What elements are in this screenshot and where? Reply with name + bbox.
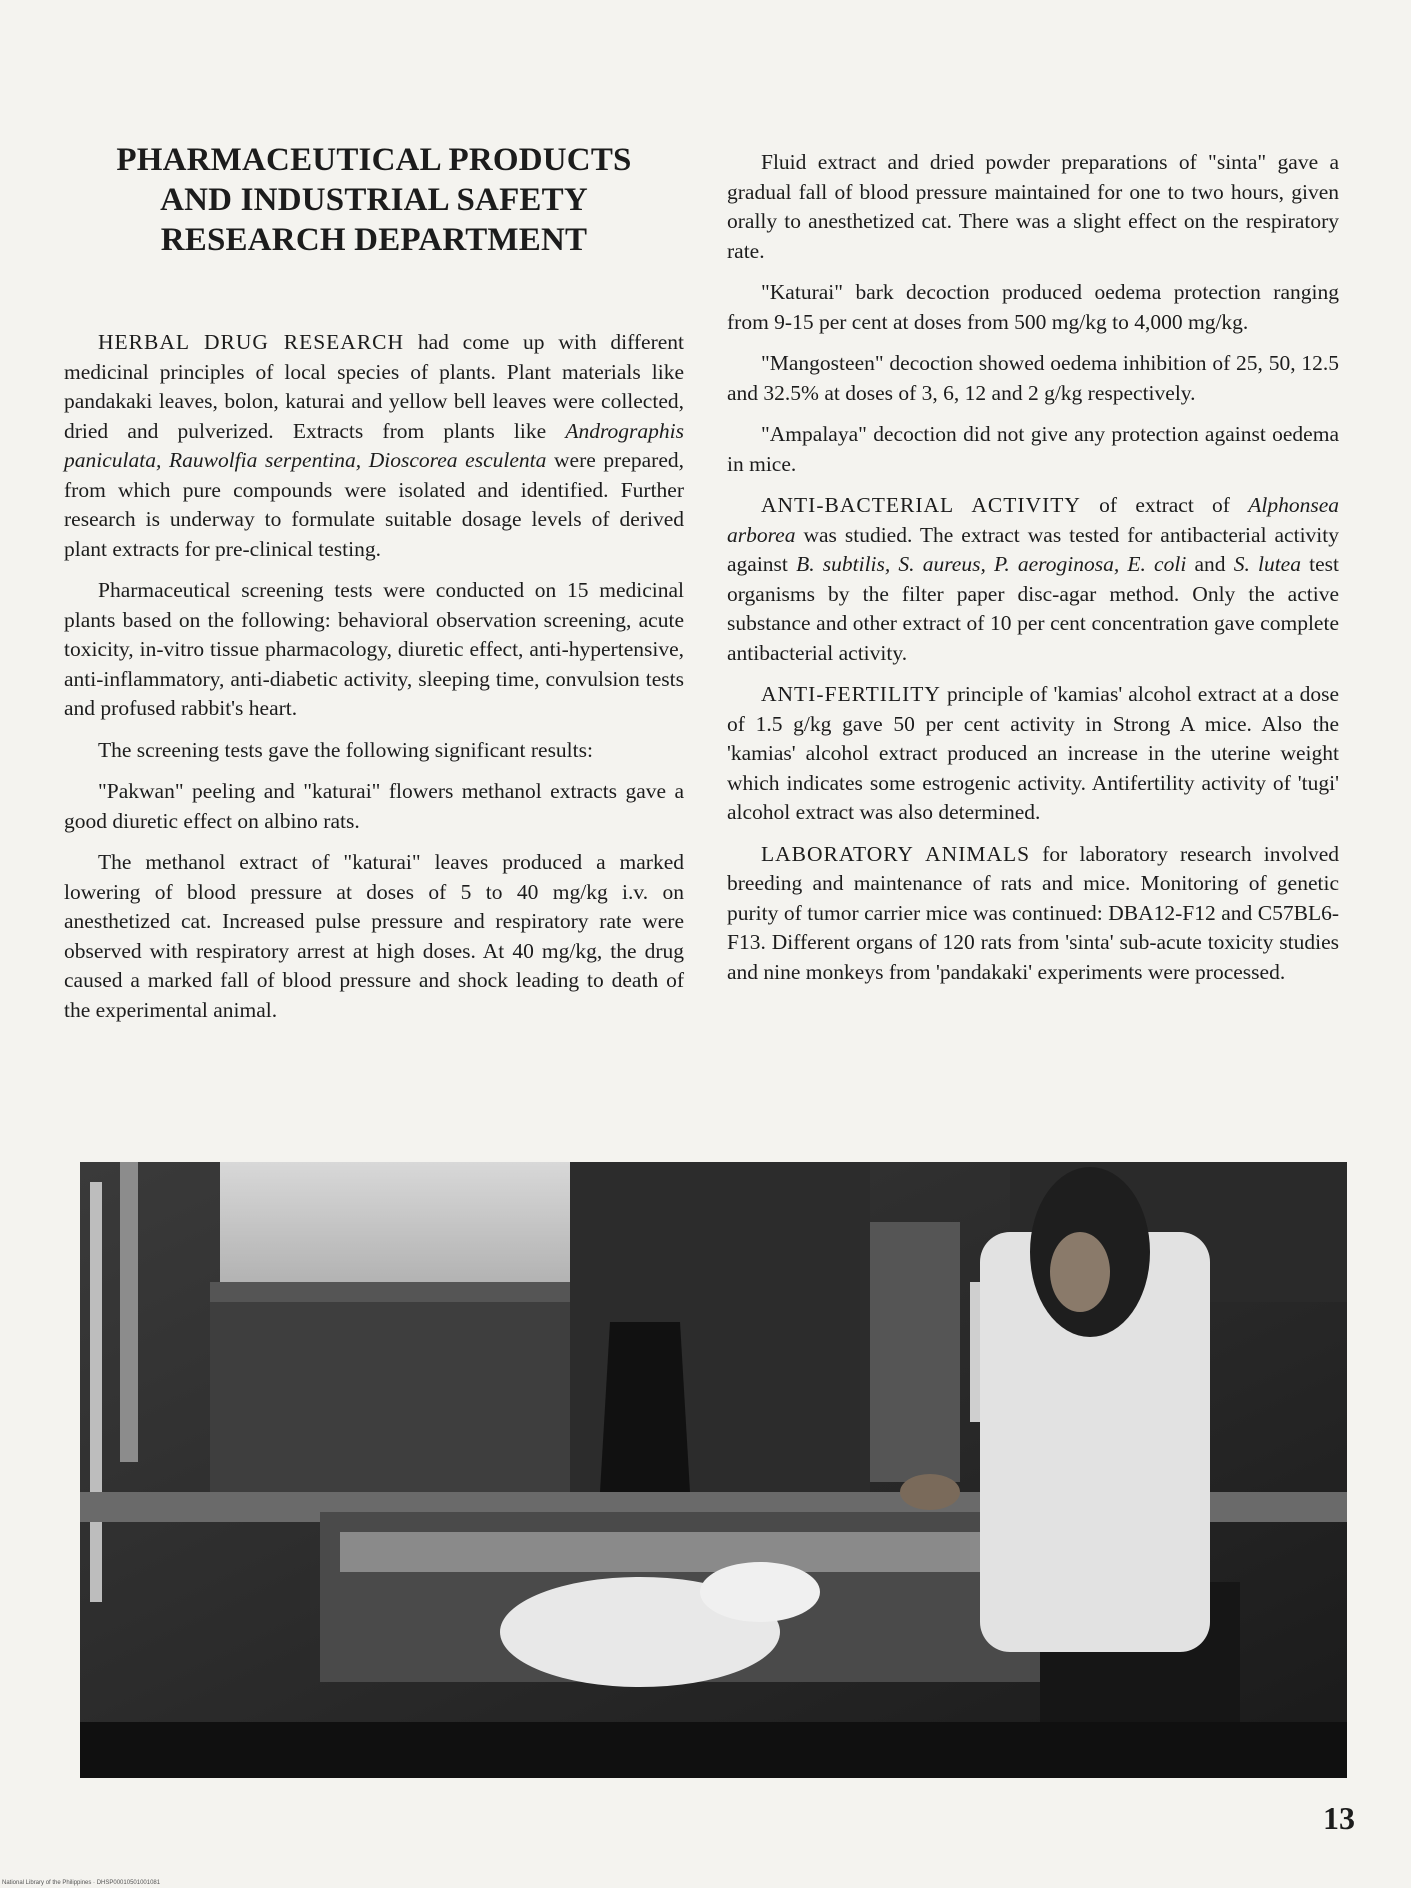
instrument-cabinet <box>210 1282 590 1512</box>
title-line-2: AND INDUSTRIAL SAFETY <box>160 182 588 218</box>
photo-illustration <box>80 1162 1347 1778</box>
paragraph-laboratory-animals <box>727 840 1339 988</box>
species-name: Alphonsea arborea <box>727 493 1339 547</box>
paragraph-text: and <box>1186 552 1234 576</box>
footer-credit: National Library of the Philippines · DHSP00010501001081 <box>2 1880 161 1886</box>
glass-condenser <box>90 1182 102 1602</box>
left-column <box>64 140 684 1037</box>
page-title <box>64 140 684 260</box>
species-names: Andrographis paniculata, Rauwolfia serpentina, Dioscorea esculenta <box>64 418 684 472</box>
paragraph-anti-fertility <box>727 680 1339 828</box>
paragraph-text: were prepared, from which pure compounds were isolated and identified. Further research is underway to formulate suitable dosage levels of derived plant extracts for pre-clinical testing. <box>64 448 684 561</box>
paragraph-text: for laboratory research involved breeding and maintenance of rats and mice. Monitoring of genetic purity of tumor carrier mice was continued: DBA12-F12 and C57BL6-F13. Different organs of 120 rats from 'sinta' sub-acute toxicity studies and nine monkeys from 'pandakaki' experiments were processed. <box>727 841 1339 984</box>
species-name: S. lutea <box>1233 552 1301 576</box>
paragraph-results-intro: The screening tests gave the following significant results: <box>98 737 593 762</box>
paragraph-mangosteen: "Mangosteen" decoction showed oedema inhibition of 25, 50, 12.5 and 32.5% at doses of 3, 6, 12 and 2 g/kg respectively. <box>727 351 1339 405</box>
lead-in-caps: ANTI-FERTILITY <box>761 682 941 706</box>
paragraph-herbal-drug-research <box>64 328 684 564</box>
lead-in-caps: LABORATORY ANIMALS <box>761 841 1031 866</box>
paragraph-text: had come up with different medicinal principles of local species of plants. Plant materials like pandakaki leaves, bolon, katurai and yellow bell leaves were collected, dried and pulverized. Extracts from plants like <box>64 330 684 443</box>
lead-in-caps: ANTI-BACTERIAL ACTIVITY <box>761 493 1081 517</box>
laboratory-photo <box>80 1162 1347 1778</box>
paragraph-text: test organisms by the filter paper disc-agar method. Only the active substance and other extract of 10 per cent concentration gave complete antibacterial activity. <box>727 552 1339 665</box>
right-column <box>727 148 1339 999</box>
paragraph-text: was studied. The extract was tested for antibacterial activity against <box>727 522 1339 576</box>
paragraph-pakwan: "Pakwan" peeling and "katurai" flowers methanol extracts gave a good diuretic effect on albino rats. <box>64 779 684 833</box>
page-number: 13 <box>1323 1800 1355 1836</box>
paragraph-anti-bacterial <box>727 491 1339 668</box>
paragraph-katurai-bark: "Katurai" bark decoction produced oedema protection ranging from 9-15 per cent at doses from 500 mg/kg to 4,000 mg/kg. <box>727 280 1339 334</box>
researcher-face <box>1050 1232 1110 1312</box>
species-names: B. subtilis, S. aureus, P. aeroginosa, E. coli <box>796 552 1187 576</box>
title-line-1: PHARMACEUTICAL PRODUCTS <box>116 142 632 178</box>
paragraph-katurai-leaves: The methanol extract of "katurai" leaves produced a marked lowering of blood pressure at doses of 5 to 40 mg/kg i.v. on anesthetized cat. Increased pulse pressure and respiratory rate were observed with respiratory arrest at high doses. At 40 mg/kg, the drug caused a marked fall of blood pressure and shock leading to death of the experimental animal. <box>64 850 684 1022</box>
paragraph-text: principle of 'kamias' alcohol extract at a dose of 1.5 g/kg gave 50 per cent activity in Strong A mice. Also the 'kamias' alcohol extract produced an increase in the uterine weight which indicates some estrogenic activity. Antifertility activity of 'tugi' alcohol extract was also determined. <box>727 682 1339 824</box>
paragraph-ampalaya: "Ampalaya" decoction did not give any protection against oedema in mice. <box>727 422 1339 476</box>
paragraph-sinta: Fluid extract and dried powder preparations of "sinta" gave a gradual fall of blood pressure maintained for one to two hours, given orally to anesthetized cat. There was a slight effect on the respiratory rate. <box>727 150 1339 263</box>
title-line-3: RESEARCH DEPARTMENT <box>160 222 588 258</box>
paragraph-screening-tests: Pharmaceutical screening tests were conducted on 15 medicinal plants based on the following: behavioral observation screening, acute toxicity, in-vitro tissue pharmacology, diuretic effect, anti-hypertensive, anti-inflammatory, anti-diabetic activity, sleeping time, convulsion tests and profused rabbit's heart. <box>64 578 684 720</box>
black-flask <box>600 1322 690 1502</box>
lead-in-caps: HERBAL DRUG RESEARCH <box>98 330 405 354</box>
paragraph-text: of extract of <box>1080 493 1249 517</box>
